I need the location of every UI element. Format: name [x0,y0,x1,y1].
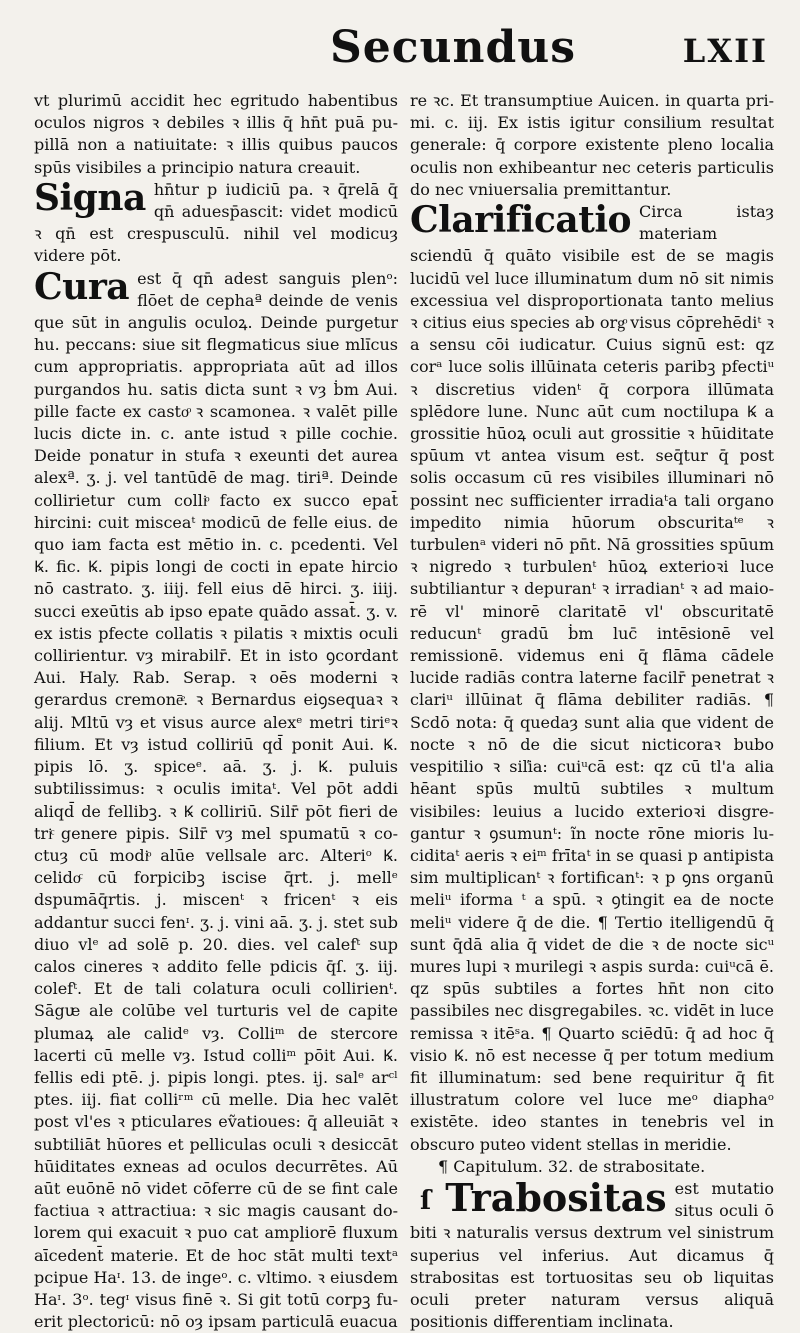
folio-number: LXII [682,32,768,70]
signa-section [34,176,398,268]
trabositas-text: est mutatio situs oculi ō biti ꝛ naturalis versus dextrum vel sinistrum superius vel inferius. Aut dicamus q̄ strabositas est tortuositas seu ob liquitas oculi preter naturam versus aliquā positionis differentiam inclinata. [410,1178,774,1332]
intro-paragraph: vt plurimū accidit hec egritudo habentibus oculos nigros ꝛ debiles ꝛ illis q̄ hn̄t puā pupillā non a natiuitate: ꝛ illis quibus paucos spūs visibiles a principio natura creauit. [34,91,398,177]
cura-heading: Cura [34,265,130,308]
initial-letter: ſ [420,1185,432,1216]
page-header [330,22,780,86]
trabositas-heading: Trabositas [445,1174,667,1220]
left-column [34,90,398,1333]
clarificatio-section [410,201,774,1156]
clarificatio-heading: Clarificatio [410,199,632,242]
clarificatio-text: Circa istaȝ materiam sciendū q̄ quāto visibile est de se magis lucidū vel luce illuminatum dum nō sit nimis excessiua vel disproportionata tanto melius ꝛ citius eius species ab orgͦ visus cōprehēdiᵗ ꝛ a sensu cōi iudicatur. Cuius signū est: qz corᵃ luce solis illūinata ceteris paribꝫ pfectiᵘ ꝛ discretius videnᵗ q̄ corpora illūmata splēdore lune. Nunc aūt cum noctilupa Ꝃ a grossitie hūoꝝ oculi aut grossitie ꝛ hūiditate spūum vt antea visum est. seq̄tur q̄ post solis occasum cū res visibiles illuminari nō possint nec sufficienter irradiaᵗa tali organo impedito nimia hūorum obscuritaᵗᵉ ꝛ turbulenᵃ videri nō pn̄t. Nā grossities spūum ꝛ nigredo ꝛ turbulenᵗ hūoꝝ exterioꝛi luce subtiliantur ꝛ depuranᵗ ꝛ irradianᵗ ꝛ ad maiorē vl' minorē claritatē vl' obscuritatē reducunᵗ gradū ḃm luc̄ intēsionē vel remissionē. videmus eni q̄ flāma cādele lucide radiās contra laterne facilr̄ penetrat ꝛ clariᵘ illūinat q̄ flāma debiliter radiās. ¶ Scdō nota: q̄ quedaȝ sunt alia que vident de nocte ꝛ nō de die sicut nicticoraꝛ bubo vespitilio ꝛ siľia: cuiᵘcā est: qz cū tl'a alia hēant spūs multū subtiles ꝛ multum visibiles: leuius a lucido exterioꝛi disgregantur ꝛ ꝯsumunᵗ: ĩn nocte rōne mioris luciditaᵗ aeris ꝛ eiᵐ frītaᵗ in se quasi p antipista sim multiplicanᵗ ꝛ fortificanᵗ: ꝛ p ꝯns organū meliᵘ iforma ᵗ a spū. ꝛ ꝯtingit ea de nocte meliᵘ videre q̄ de die. ¶ Tertio itelligendū q̄ sunt q̄dā alia q̄ videt de die ꝛ de nocte sicᵘ mures lupi ꝛ murilegi ꝛ aspis surda: cuiᵘcā ē. qz spūs subtiles a fortes hn̄t non cito passibiles nec disgregabiles. ꝛc. vidēt in luce remissa ꝛ itēˢa. ¶ Quarto sciēdū: q̄ ad hoc q̄ visio Ꝃ. nō est necesse q̄ per totum medium fit illuminatum: sed bene requiritur q̄ fit illustratum colore vel luce meᵒ diaphaᵒ existēte. ideo stantes in tenebris vel in obscuro puteo vident stellas in meridie. [410,202,774,1154]
running-head: Secundus [330,22,577,73]
chapter-title: ¶ Capitulum. 32. de strabositate. [438,1156,706,1176]
trabositas-section [410,1174,774,1333]
cura-section [34,265,398,1333]
signa-text: hn̄tur p iudiciū pa. ꝛ q̄relā q̄ qn̄ aduesp̄ascit: videt modicū ꝛ qn̄ est crespusculū. nihil vel modicuȝ videre pōt. [34,179,398,266]
cura-text: est q̄ qn̄ adest sanguis plenᵒ: flōet de cephaª deinde de venis que sūt in angulis oculoꝝ. Deinde purgetur hu. peccans: siue sit flegmaticus siue mlı̄cus cum appropriatis. appropriata aūt ad illos purgandos hu. satis dicta sunt ꝛ vȝ ḃm Aui. pille facte ex castoͦ ꝛ scamonea. ꝛ valēt pille lucis dicte in. c. ante istud ꝛ pille cochie. Deide ponatur in stufa ꝛ exeunti det aurea alexª. ʒ. j. vel tantūdē de mag. tiriª. Deinde collirietur cum colliͦ facto ex succo epat̄ hircini: cuit misceaᵗ modicū de felle eius. de quo iam facta est mētio in. c. pcedenti. Vel Ꝃ. fic. Ꝃ. pipis longi de cocti in epate hircio nō castrato. ʒ. iiij. fell eius dē hirci. ʒ. iiij. succi exeūtis ab ipso epate quādo assat̄. ʒ. v. ex istis pfecte collatis ꝛ pilatis ꝛ mixtis oculi collirientur. vȝ mirabilr̄. Et in isto ꝯcordant Aui. Haly. Rab. Serap. ꝛ oēs moderni ꝛ gerardus cremonēͤ. ꝛ Bernardus eiꝯsequaꝛ ꝛ alij. Mltū vȝ et visus aurce alexᵉ metri tiriᵉꝛ filium. Et vȝ istud colliriū qd̄ ponit Aui. Ꝃ. pipis lō. ʒ. spiceᵉ. aā. ʒ. j. Ꝃ. puluis subtilissimus: ꝛ oculis imitaᵗ. Vel pōt addi aliqd̄ de fellibꝫ. ꝛ Ꝃ colliriū. Silr̄ pōt fieri de triͨ genere pipis. Silr̄ vȝ mel spumatū ꝛ coctuȝ cū modiͦ alūe vellsale arc. Alteriᵒ Ꝃ. celidoͨ cū forpicibꝫ iscise q̄rt. j. mellᵉ dspumāq̄rtis. j. miscenᵗ ꝛ fricenᵗ ꝛ eis addantur succi fenᶦ. ʒ. j. vini aā. ʒ. j. stet sub diuo vlᵉ ad solē p. 20. dies. vel calefᵗ sup calos cineres ꝛ addito felle pdicis q̄ſ. ʒ. iij. colefᵗ. Et de tali colatura oculi collirienᵗ. Sāgᵫ ale colūbe vel turturis vel de capite plumaꝝ ale calidᵉ vȝ. Colliᵐ de stercore lacerti cū melle vȝ. Istud colliᵐ pōit Aui. Ꝃ. fellis edi ptē. j. pipis longi. ptes. ij. salᵉ arᶜˡ ptes. iij. fiat colliʳᵐ cū melle. Dia hec valēt post vl'es ꝛ pticulares eṽatioues: q̄ alleuiāt ꝛ subtiliāt hūores et pelliculas oculi ꝛ desiccāt hūiditates exneas ad oculos decurrētes. Aū aūt euōnē nō videt cōferre cū de se fint cale factiua ꝛ attractiua: ꝛ sic magis causant dolorem qui exacuit ꝛ puo cat ampliorē fluxum aīcedent̄ materie. Et de hoc stāt multi textᵃ pcipue Haᶦ. 13. de ingeᵒ. c. vltimo. ꝛ eiusdem Haᶦ. 3ᵒ. tegᶦ visus finē ꝛ. Si git totū corpꝫ fuerit plectoricū: nō oȝ ipsam particulā euacua [34,268,398,1332]
right-intro-paragraph: re ꝛc. Et transumptiue Auicen. in quarta primi. c. iij. Ex istis igitur consilium resultat generale: q̄ corpore existente pleno localia oculis non exhibeantur nec ceteris particulis do nec vniuersalia premittantur. [410,91,774,199]
right-column [410,90,774,1333]
signa-heading: Signa [34,176,146,219]
